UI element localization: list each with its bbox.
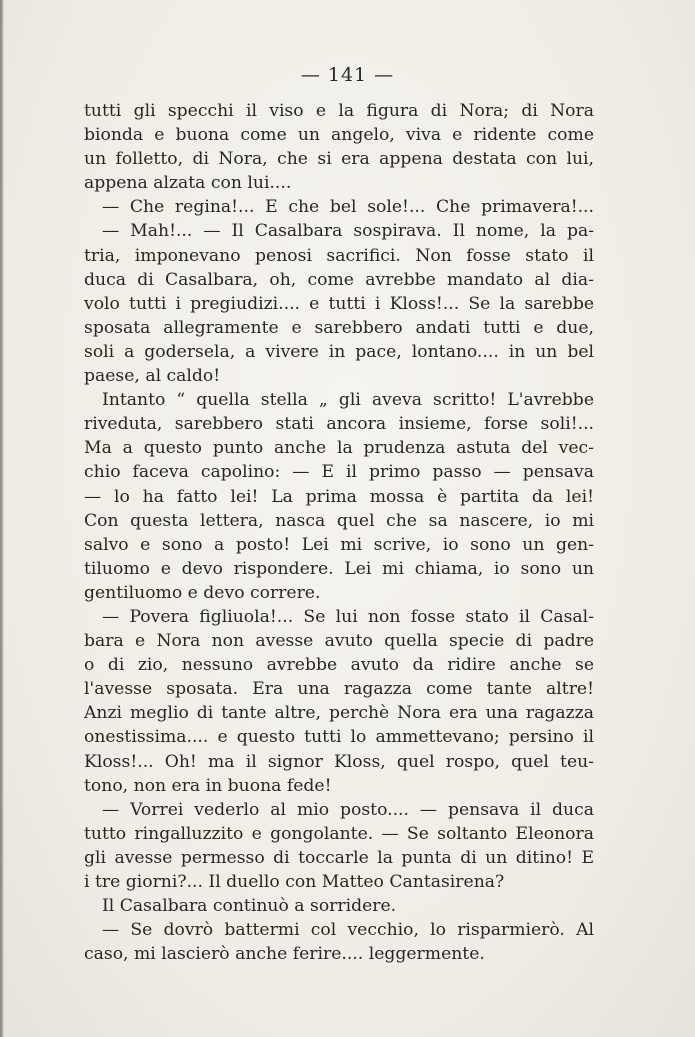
text-line: chio faceva capolino: — E il primo passo — pensava (84, 462, 594, 483)
text-line: Con questa lettera, nasca quel che sa nascere, io mi (84, 510, 594, 531)
text-line: tutti gli specchi il viso e la figura di Nora; di Nora (84, 101, 594, 121)
body-text (84, 99, 594, 966)
text-line: onestissima.... e questo tutti lo ammettevano; persino il (84, 727, 594, 748)
text-line: tria, imponevano penosi sacrifici. Non fosse stato il (84, 245, 594, 266)
text-line: sposata allegramente e sarebbero andati tutti e due, (84, 317, 594, 338)
text-line: — Mah!... — Il Casalbara sospirava. Il nome, la pa- (102, 221, 594, 242)
text-line: — Se dovrò battermi col vecchio, lo risparmierò. Al (102, 920, 594, 941)
text-line: — Povera figliuola!... Se lui non fosse stato il Casal- (102, 606, 594, 627)
text-line: tutto ringalluzzito e gongolante. — Se soltanto Eleonora (84, 823, 594, 844)
text-line: Kloss!... Oh! ma il signor Kloss, quel rospo, quel teu- (84, 751, 594, 772)
text-line: riveduta, sarebbero stati ancora insieme, forse soli!... (84, 414, 594, 435)
text-line: gentiluomo e devo correre. (84, 582, 321, 603)
text-line: o di zio, nessuno avrebbe avuto da ridire anche se (84, 655, 594, 676)
text-line: Intanto “ quella stella „ gli aveva scritto! L'avrebbe (102, 390, 594, 411)
text-line: appena alzata con lui.... (84, 173, 292, 194)
text-line: Anzi meglio di tante altre, perchè Nora era una ragazza (84, 703, 594, 724)
text-line: duca di Casalbara, oh, come avrebbe mandato al dia- (84, 269, 594, 290)
page-binding-edge (0, 0, 4, 1037)
text-line: Ma a questo punto anche la prudenza astuta del vec- (84, 438, 594, 459)
text-line: caso, mi lascierò anche ferire.... leggermente. (84, 944, 485, 965)
text-line: un folletto, di Nora, che si era appena destata con lui, (84, 149, 594, 170)
text-line: tiluomo e devo rispondere. Lei mi chiama, io sono un (84, 558, 594, 579)
text-line: tono, non era in buona fede! (84, 775, 332, 796)
text-line: — Vorrei vederlo al mio posto.... — pensava il duca (102, 799, 594, 820)
text-line: paese, al caldo! (84, 366, 221, 387)
text-line: l'avesse sposata. Era una ragazza come tante altre! (84, 679, 594, 700)
text-line: Il Casalbara continuò a sorridere. (102, 896, 397, 917)
text-line: — Che regina!... E che bel sole!... Che primavera!... (102, 197, 594, 218)
text-line: salvo e sono a posto! Lei mi scrive, io sono un gen- (84, 534, 594, 555)
text-line: soli a godersela, a vivere in pace, lontano.... in un bel (84, 341, 594, 362)
text-line: bara e Nora non avesse avuto quella specie di padre (84, 631, 594, 652)
text-line: bionda e buona come un angelo, viva e ridente come (84, 125, 594, 146)
text-line: gli avesse permesso di toccarle la punta di un ditino! E (84, 847, 594, 868)
text-line: volo tutti i pregiudizi.... e tutti i Kloss!... Se la sarebbe (84, 293, 594, 314)
page-number: — 141 — (300, 64, 395, 86)
text-line: i tre giorni?... Il duello con Matteo Cantasirena? (84, 872, 505, 892)
text-line: — lo ha fatto lei! La prima mossa è partita da lei! (84, 486, 594, 507)
